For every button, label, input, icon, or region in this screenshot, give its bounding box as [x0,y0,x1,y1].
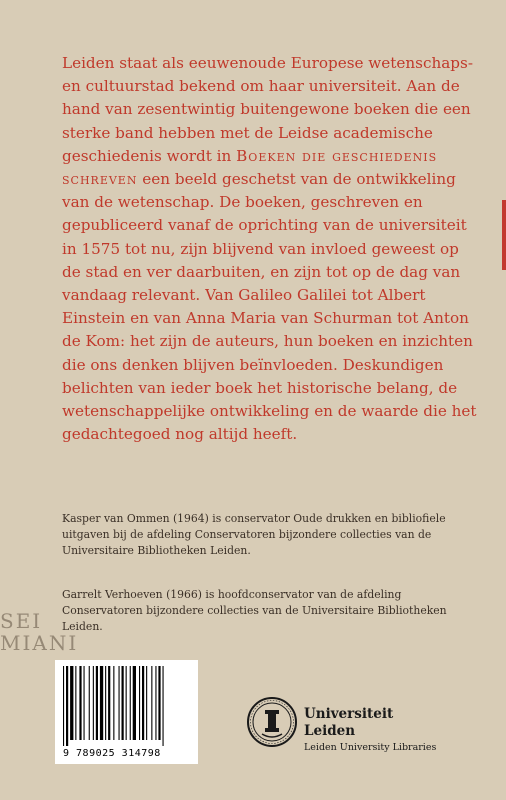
university-seal-icon [246,696,298,748]
logo-subtitle: Leiden University Libraries [304,742,437,753]
isbn-barcode [55,660,198,764]
logo-name-line-2: Leiden [304,723,356,739]
background-engraving-lettering: SEI MIANI [0,609,79,655]
logo-wordmark [304,706,393,740]
blurb-part-1: Leiden staat als eeuwenoude Europese wetenschaps- en cultuurstad bekend om haar universiteit. Aan de hand van zesentwintig buitengewone boeken die een sterke band hebben met de Leidse academische geschiedenis wordt in [62,54,473,165]
barcode-bars [63,666,190,746]
isbn-digits: 9 789025 314798 [63,748,161,759]
author-bio-garrelt: Garrelt Verhoeven (1966) is hoofdconservator van de afdeling Conservatoren bijzondere collecties van de Universitaire Bibliotheken Leiden. [62,588,447,634]
author-bio-kasper: Kasper van Ommen (1964) is conservator Oude drukken en bibliofiele uitgaven bij de afdeling Conservatoren bijzondere collecties van de Universitaire Bibliotheken Leiden. [62,512,446,558]
blurb-book-title: Boeken die geschiedenis schreven [62,146,438,189]
red-edge-marker [502,200,506,270]
blurb-text [62,52,482,446]
blurb-part-2: een beeld geschetst van de ontwikkeling van de wetenschap. De boeken, geschreven en gepubliceerd vanaf de oprichting van de universiteit in 1575 tot nu, zijn blijvend van invloed geweest op de stad en ver daarbuiten, en zijn tot op de dag van vandaag relevant. Van Galileo Galilei tot Albert Einstein en van Anna Maria van Schurman tot Anton de Kom: het zijn de auteurs, hun boeken en inzichten die ons denken blijven beïnvloeden. Deskundigen belichten van ieder boek het historische belang, de wetenschappelijke ontwikkeling en de waarde die het gedachtegoed nog altijd heeft. [62,170,477,444]
logo-name-line-1: Universiteit [304,706,394,722]
university-logo [246,696,476,758]
